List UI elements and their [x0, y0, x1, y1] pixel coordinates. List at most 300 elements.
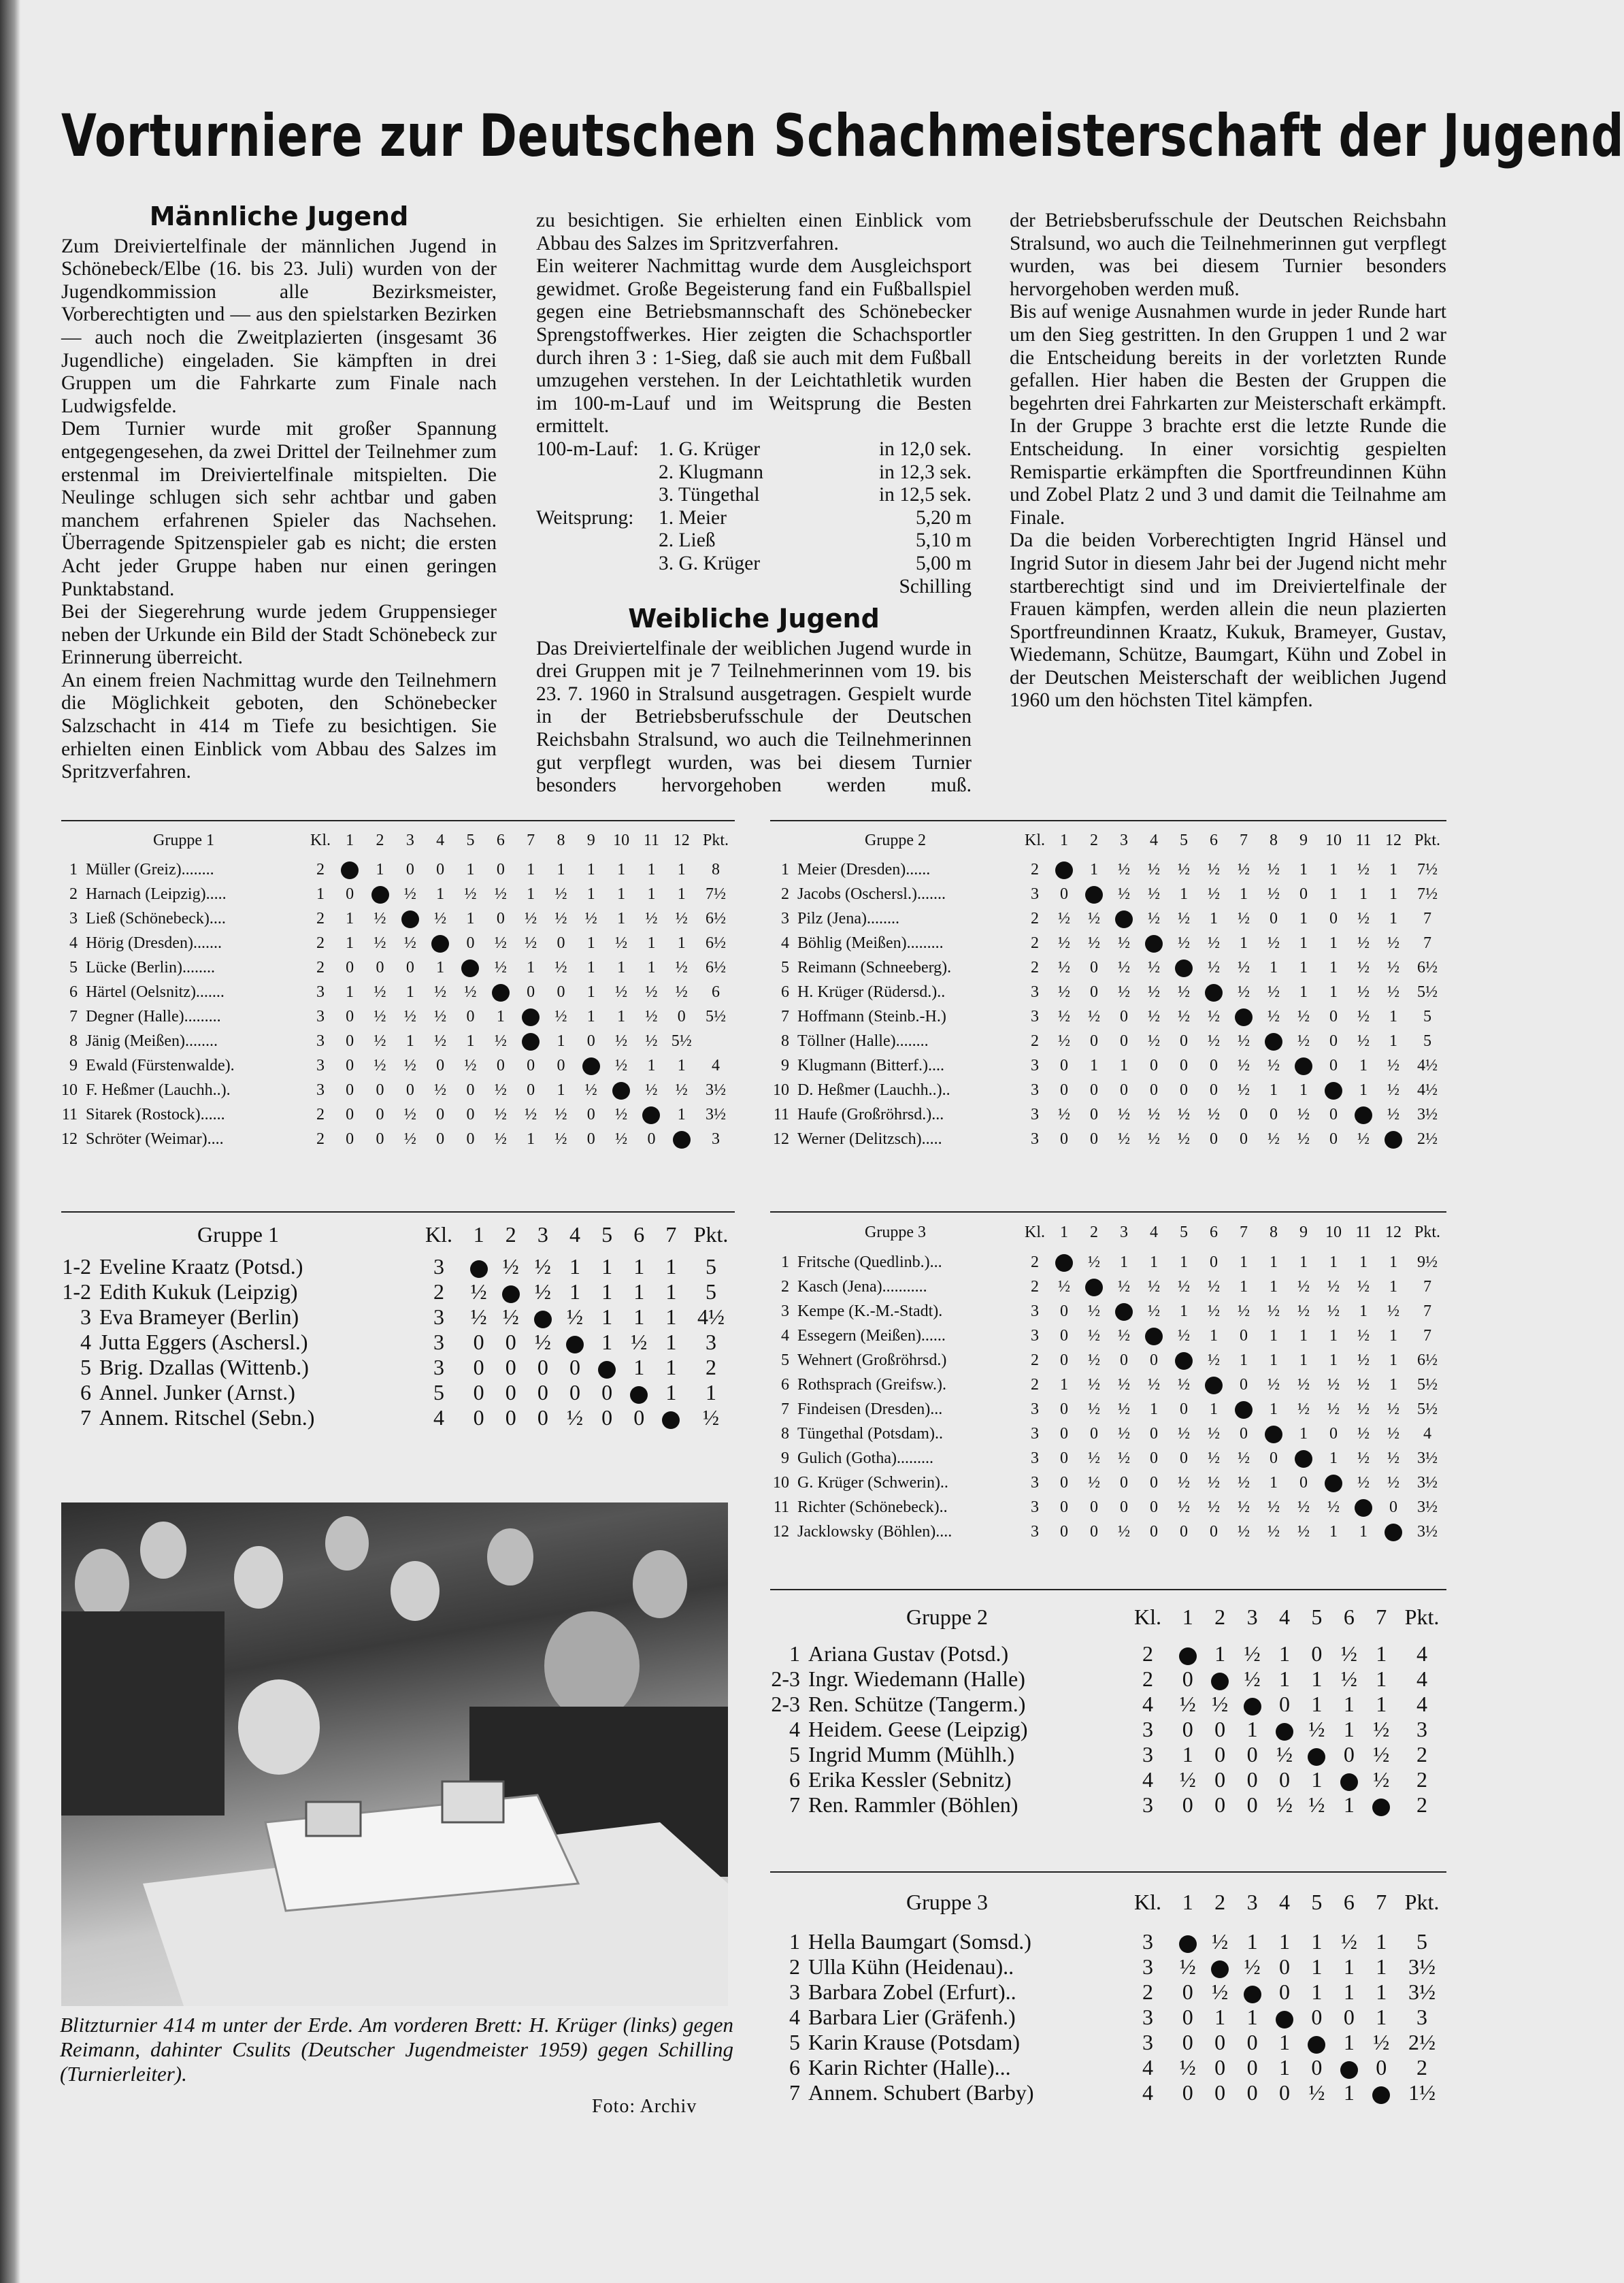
- table-row: [770, 882, 1446, 906]
- score-cell: [1236, 1692, 1268, 1717]
- points-cell: 4: [1416, 1666, 1427, 1691]
- score-cell: ½: [1387, 1056, 1399, 1074]
- self-cell-dot: [1372, 2086, 1390, 2104]
- class-cell: 2: [1031, 1375, 1039, 1394]
- score-cell: ½: [1148, 983, 1160, 1001]
- score-cell: 0: [1180, 1400, 1188, 1418]
- paragraph: zu besichtigen. Sie erhielten einen Einblick vom Abbau des Salzes im Spritzverfahren.: [536, 210, 972, 254]
- score-cell: ½: [464, 983, 477, 1001]
- score-cell: ½: [1357, 983, 1370, 1001]
- player-name-cell: Ren. Rammler (Böhlen): [808, 1792, 1018, 1817]
- score-cell: 0: [1150, 1351, 1158, 1369]
- score-cell: [425, 931, 455, 955]
- self-cell-dot: [1235, 1008, 1253, 1026]
- score-cell: ½: [645, 909, 658, 927]
- paragraph: Bei der Siegerehrung wurde jedem Gruppensieger neben der Urkunde ein Bild der Stadt Schönebeck zur Erinnerung überreicht.: [61, 601, 497, 669]
- score-cell: ½: [494, 1081, 507, 1099]
- score-cell: 0: [633, 1405, 645, 1430]
- score-cell: ½: [1238, 1056, 1250, 1074]
- score-cell: 1: [647, 885, 656, 903]
- class-cell: 2: [1031, 909, 1039, 927]
- score-cell: 1: [1278, 1666, 1290, 1691]
- score-cell: 0: [1182, 1980, 1193, 2004]
- points-cell: 5: [705, 1254, 716, 1279]
- score-cell: 0: [436, 1130, 445, 1148]
- score-cell: ½: [1267, 1056, 1280, 1074]
- self-cell-dot: [630, 1386, 648, 1404]
- score-cell: 0: [346, 1081, 354, 1099]
- score-cell: [1079, 1275, 1109, 1299]
- column-header: 3: [1246, 1604, 1258, 1629]
- player-name-cell: Harnach (Leipzig).....: [86, 885, 227, 903]
- score-cell: 1: [647, 958, 656, 976]
- score-cell: ½: [1088, 1253, 1100, 1271]
- table-row: [61, 1053, 735, 1078]
- place-cell: 1: [69, 860, 78, 878]
- score-cell: 0: [505, 1330, 516, 1354]
- score-cell: ½: [1088, 1326, 1100, 1345]
- score-cell: 0: [1214, 2080, 1226, 2105]
- column-header: 10: [1325, 831, 1342, 849]
- score-cell: ½: [374, 983, 386, 1001]
- score-cell: 0: [1240, 1130, 1248, 1148]
- score-cell: 0: [1270, 909, 1278, 927]
- column-header: 7: [1240, 831, 1248, 849]
- score-cell: 1: [1311, 1954, 1323, 1979]
- place-cell: 3: [69, 909, 78, 927]
- score-cell: 1: [665, 1254, 677, 1279]
- result-value: in 12,3 sek.: [878, 461, 972, 483]
- table-row: [770, 1275, 1446, 1299]
- score-cell: 0: [1180, 1449, 1188, 1467]
- score-cell: 0: [1060, 885, 1068, 903]
- score-cell: 1: [1240, 934, 1248, 952]
- table-row: [770, 1641, 1446, 1666]
- score-cell: 0: [1246, 1742, 1258, 1767]
- score-cell: [1049, 1250, 1079, 1275]
- score-cell: 1: [436, 885, 445, 903]
- score-cell: 0: [466, 1105, 475, 1123]
- table-row: [61, 1029, 735, 1053]
- score-cell: 1: [1376, 1980, 1387, 2004]
- score-cell: 1: [346, 934, 354, 952]
- score-cell: ½: [403, 1056, 416, 1074]
- class-cell: 2: [316, 909, 325, 927]
- class-cell: 2: [1031, 958, 1039, 976]
- score-cell: 0: [1090, 1032, 1098, 1050]
- score-cell: 1: [1214, 2005, 1226, 2029]
- score-cell: 0: [346, 958, 354, 976]
- score-cell: ½: [464, 1056, 477, 1074]
- score-cell: ½: [1148, 909, 1160, 927]
- class-cell: 5: [433, 1380, 444, 1405]
- score-cell: 0: [1214, 1767, 1226, 1792]
- score-cell: 1: [346, 909, 354, 927]
- table-row: [770, 1692, 1446, 1717]
- score-cell: ½: [554, 958, 567, 976]
- score-cell: ½: [584, 1081, 597, 1099]
- place-cell: 12: [61, 1130, 78, 1148]
- place-cell: 7: [781, 1007, 789, 1025]
- table-row: [770, 2080, 1446, 2105]
- score-cell: ½: [494, 885, 507, 903]
- score-cell: 0: [557, 1056, 565, 1074]
- score-cell: 1: [1329, 885, 1338, 903]
- score-cell: 0: [346, 1056, 354, 1074]
- place-cell: 10: [773, 1473, 789, 1492]
- score-cell: 1: [1343, 1980, 1355, 2004]
- column-header: 5: [1311, 1889, 1323, 1914]
- player-name-cell: Annem. Schubert (Barby): [808, 2080, 1034, 2105]
- points-cell: 5: [1416, 1929, 1427, 1954]
- result-place: 2. Klugmann: [659, 461, 764, 483]
- paragraph: Bis auf wenige Ausnahmen wurde in jeder Runde hart um den Sieg gestritten. In den Gruppen 1 und 2 war die Entscheidung bereits in der vorletzten Runde gefallen. Hier haben die Besten der Gruppen die begehrten drei Fahrkarten zur Meisterschaft erkämpft. In der Gruppe 3 brachte erst die letzte Runde die Entscheidung. In einer vorsichtig gespielten Remispartie erkämpften die Sportfreundinnen Kühn und Zobel Platz 2 und 3 und damit die Teilnahme am Finale.: [1010, 301, 1446, 529]
- score-cell: 1: [1311, 1767, 1323, 1792]
- score-cell: 0: [1329, 1424, 1338, 1443]
- score-cell: ½: [464, 885, 477, 903]
- player-name-cell: Annel. Junker (Arnst.): [99, 1380, 295, 1405]
- player-name-cell: Jacobs (Oschersl.).......: [797, 885, 946, 903]
- crosstable-boys-group-2: [770, 823, 1446, 1151]
- score-cell: ½: [1357, 1424, 1370, 1443]
- class-cell: 2: [1031, 1277, 1039, 1296]
- self-cell-dot: [1308, 2036, 1325, 2054]
- score-cell: ½: [525, 909, 537, 927]
- score-cell: 0: [376, 1105, 384, 1123]
- score-cell: ½: [645, 983, 658, 1001]
- score-cell: 1: [527, 1130, 535, 1148]
- score-cell: 1: [1270, 1253, 1278, 1271]
- table-row: [770, 2055, 1446, 2080]
- table-row: [770, 1954, 1446, 1980]
- place-cell: 4: [80, 1330, 91, 1354]
- tournament-photo: [61, 1502, 728, 2006]
- score-cell: 1: [1090, 1056, 1098, 1074]
- class-cell: 3: [1031, 1105, 1039, 1123]
- place-cell: 10: [61, 1081, 78, 1099]
- score-cell: ½: [1118, 1400, 1130, 1418]
- points-cell: 7: [1423, 934, 1431, 952]
- score-cell: ½: [470, 1279, 487, 1304]
- score-cell: 0: [1389, 1498, 1397, 1516]
- score-cell: ½: [1238, 958, 1250, 976]
- score-cell: 1: [633, 1355, 645, 1379]
- score-cell: ½: [1238, 1081, 1250, 1099]
- score-cell: ½: [1118, 1130, 1130, 1148]
- self-cell-dot: [1276, 1723, 1293, 1741]
- self-cell-dot: [1276, 2011, 1293, 2029]
- score-cell: ½: [554, 909, 567, 927]
- score-cell: 1: [1270, 1400, 1278, 1418]
- column-header: 6: [1343, 1889, 1355, 1914]
- score-cell: 0: [1060, 1351, 1068, 1369]
- score-cell: 0: [1090, 1081, 1098, 1099]
- score-cell: ½: [1118, 860, 1130, 878]
- score-cell: 1: [1389, 1351, 1397, 1369]
- sport-results: [536, 438, 972, 598]
- score-cell: 1: [1376, 1666, 1387, 1691]
- table-row: [770, 1127, 1446, 1151]
- class-cell: 3: [1031, 885, 1039, 903]
- table-row: [770, 1324, 1446, 1348]
- score-cell: ½: [1340, 1929, 1357, 1954]
- result-place: 3. G. Krüger: [659, 552, 761, 574]
- score-cell: 0: [1182, 1666, 1193, 1691]
- score-cell: [1301, 1742, 1333, 1767]
- page-headline: Vorturniere zur Deutschen Schachmeisterschaft der Jugend: [61, 102, 1624, 170]
- player-name-cell: Barbara Lier (Gräfenh.): [808, 2005, 1016, 2029]
- score-cell: 1: [1246, 1717, 1258, 1741]
- score-cell: ½: [1118, 1375, 1130, 1394]
- column-header: 3: [537, 1221, 548, 1247]
- self-cell-dot: [502, 1285, 520, 1303]
- score-cell: ½: [1148, 1032, 1160, 1050]
- points-cell: 4: [1423, 1424, 1431, 1443]
- place-cell: 4: [789, 2005, 800, 2029]
- score-cell: [1049, 857, 1079, 882]
- score-cell: 1: [1182, 1742, 1193, 1767]
- score-cell: ½: [1208, 934, 1220, 952]
- score-cell: 0: [677, 1007, 686, 1025]
- score-cell: ½: [1244, 1641, 1261, 1666]
- score-cell: 0: [601, 1405, 613, 1430]
- score-cell: 1: [1329, 958, 1338, 976]
- score-cell: ½: [403, 885, 416, 903]
- score-cell: 0: [496, 860, 505, 878]
- player-name-cell: Barbara Zobel (Erfurt)..: [808, 1980, 1016, 2004]
- score-cell: ½: [1357, 1473, 1370, 1492]
- score-cell: ½: [434, 1081, 447, 1099]
- score-cell: 1: [346, 983, 354, 1001]
- player-name-cell: Schröter (Weimar)....: [86, 1130, 224, 1148]
- points-cell: 4½: [1417, 1056, 1438, 1074]
- self-cell-dot: [461, 959, 479, 977]
- column-header: Pkt.: [693, 1221, 729, 1247]
- score-cell: ½: [1297, 1522, 1310, 1541]
- article-column-1: [61, 201, 497, 783]
- score-cell: ½: [566, 1405, 583, 1430]
- score-cell: [1109, 906, 1139, 931]
- score-cell: 0: [1120, 1032, 1128, 1050]
- score-cell: 0: [1210, 1081, 1218, 1099]
- column-header: 8: [1270, 831, 1278, 849]
- score-cell: ½: [554, 885, 567, 903]
- score-cell: 0: [1120, 1498, 1128, 1516]
- score-cell: ½: [1208, 958, 1220, 976]
- score-cell: ½: [1297, 1130, 1310, 1148]
- score-cell: 0: [405, 1081, 414, 1099]
- self-cell-dot: [1244, 1986, 1261, 2003]
- self-cell-dot: [1295, 1450, 1312, 1468]
- points-cell: 7½: [1417, 860, 1438, 878]
- score-cell: 1: [1311, 1666, 1323, 1691]
- class-cell: 2: [1142, 1980, 1154, 2004]
- points-cell: 3½: [1408, 1954, 1436, 1979]
- score-cell: 1: [1311, 1980, 1323, 2004]
- score-cell: ½: [1088, 1473, 1100, 1492]
- score-cell: 1: [569, 1254, 580, 1279]
- place-cell: 11: [773, 1498, 789, 1516]
- result-place: 1. G. Krüger: [659, 438, 761, 460]
- class-cell: 3: [316, 1056, 325, 1074]
- score-cell: 1: [1329, 1253, 1338, 1271]
- score-cell: ½: [1179, 1692, 1196, 1716]
- column-header: 8: [557, 831, 565, 849]
- score-cell: 1: [1240, 1253, 1248, 1271]
- score-cell: 0: [1060, 1400, 1068, 1418]
- score-cell: 1: [1120, 1253, 1128, 1271]
- score-cell: ½: [1088, 1449, 1100, 1467]
- score-cell: 1: [1299, 1253, 1308, 1271]
- score-cell: ½: [1058, 1277, 1070, 1296]
- score-cell: 0: [537, 1380, 548, 1405]
- column-header: 2: [1090, 831, 1098, 849]
- points-cell: 3½: [1417, 1449, 1438, 1467]
- points-cell: ½: [702, 1405, 719, 1430]
- score-cell: 1: [1090, 860, 1098, 878]
- place-cell: 4: [781, 934, 789, 952]
- score-cell: ½: [1297, 1007, 1310, 1025]
- score-cell: 0: [1180, 1522, 1188, 1541]
- class-cell: 4: [1142, 2080, 1154, 2105]
- score-cell: ½: [1118, 934, 1130, 952]
- self-cell-dot: [534, 1311, 552, 1328]
- score-cell: ½: [1148, 1007, 1160, 1025]
- score-cell: ½: [645, 1032, 658, 1050]
- score-cell: 1: [601, 1254, 613, 1279]
- player-name-cell: Eva Brameyer (Berlin): [99, 1304, 299, 1329]
- crosstable-girls-group-3: [770, 1875, 1446, 2105]
- score-cell: 0: [569, 1380, 580, 1405]
- column-header: 4: [569, 1221, 580, 1247]
- points-cell: 1½: [1408, 2080, 1436, 2105]
- score-cell: ½: [1357, 934, 1370, 952]
- class-cell: 3: [433, 1330, 444, 1354]
- score-cell: 1: [1311, 1692, 1323, 1716]
- score-cell: 0: [1120, 1007, 1128, 1025]
- class-cell: 4: [433, 1405, 444, 1430]
- score-cell: 0: [1376, 2055, 1387, 2080]
- score-cell: ½: [1148, 885, 1160, 903]
- table-row: [770, 1078, 1446, 1102]
- score-cell: 1: [1299, 1081, 1308, 1099]
- score-cell: 0: [586, 1105, 595, 1123]
- score-cell: ½: [1297, 1032, 1310, 1050]
- column-header: 1: [473, 1221, 484, 1247]
- column-header: 6: [1210, 831, 1218, 849]
- place-cell: 1: [789, 1641, 800, 1666]
- score-cell: 1: [617, 1007, 626, 1025]
- score-cell: 1: [1180, 1253, 1188, 1271]
- score-cell: 1: [1278, 2055, 1290, 2080]
- score-cell: 0: [527, 983, 535, 1001]
- score-cell: 0: [1060, 1302, 1068, 1320]
- score-cell: [1199, 980, 1229, 1004]
- score-cell: 0: [346, 1007, 354, 1025]
- player-name-cell: Annem. Ritschel (Sebn.): [99, 1405, 315, 1430]
- points-cell: 7½: [705, 885, 726, 903]
- column-header: Pkt.: [1414, 831, 1440, 849]
- score-cell: ½: [1387, 1081, 1399, 1099]
- player-name-cell: Gulich (Gotha).........: [797, 1449, 933, 1467]
- score-cell: ½: [494, 934, 507, 952]
- score-cell: 0: [1120, 1351, 1128, 1369]
- table-row: [61, 1405, 735, 1430]
- table-row: [61, 1304, 735, 1330]
- points-cell: 3½: [1417, 1473, 1438, 1492]
- score-cell: ½: [1357, 1375, 1370, 1394]
- table-row: [61, 1078, 735, 1102]
- class-cell: 3: [433, 1304, 444, 1329]
- class-cell: 2: [1031, 860, 1039, 878]
- class-cell: 3: [1031, 1326, 1039, 1345]
- score-cell: [1378, 1127, 1408, 1151]
- score-cell: ½: [1387, 934, 1399, 952]
- points-cell: 3½: [1408, 1980, 1436, 2004]
- column-header: 4: [1278, 1889, 1290, 1914]
- score-cell: 1: [617, 885, 626, 903]
- column-header: 1: [1060, 1223, 1068, 1241]
- score-cell: ½: [1267, 1007, 1280, 1025]
- score-cell: [1229, 1004, 1259, 1029]
- place-cell: 1-2: [62, 1254, 91, 1279]
- score-cell: ½: [1267, 1375, 1280, 1394]
- score-cell: ½: [1357, 860, 1370, 878]
- score-cell: ½: [403, 1130, 416, 1148]
- table-row: [770, 1980, 1446, 2005]
- place-cell: 10: [773, 1081, 789, 1099]
- score-cell: 1: [1359, 1081, 1368, 1099]
- table-row: [61, 1102, 735, 1127]
- score-cell: 0: [1060, 1081, 1068, 1099]
- table-row: [61, 882, 735, 906]
- score-cell: 1: [647, 860, 656, 878]
- column-header: Pkt.: [1404, 1604, 1440, 1629]
- crosstable-boys-group-3: [770, 1215, 1446, 1544]
- article-column-2: [536, 210, 972, 797]
- paragraph: An einem freien Nachmittag wurde den Teilnehmern die Möglichkeit geboten, den Schönebecker Salzschacht in 414 m Tiefe zu besichtigen. Sie erhielten einen Einblick vom Abbau des Salzes im Spritzverfahren.: [61, 669, 497, 783]
- place-cell: 8: [69, 1032, 78, 1050]
- score-cell: 0: [1311, 2005, 1323, 2029]
- self-cell-dot: [401, 910, 419, 928]
- group-title: Gruppe 3: [865, 1223, 926, 1241]
- self-cell-dot: [1175, 959, 1193, 977]
- column-header: 7: [665, 1221, 677, 1247]
- player-name-cell: Findeisen (Dresden)...: [797, 1400, 943, 1418]
- column-header: 7: [527, 831, 535, 849]
- score-cell: ½: [1148, 1302, 1160, 1320]
- score-cell: ½: [1118, 958, 1130, 976]
- score-cell: 0: [1240, 1375, 1248, 1394]
- score-cell: ½: [1208, 1302, 1220, 1320]
- points-cell: 4: [711, 1056, 720, 1074]
- score-cell: ½: [1118, 983, 1130, 1001]
- player-name-cell: Härtel (Oelsnitz).......: [86, 983, 225, 1001]
- score-cell: ½: [1267, 1130, 1280, 1148]
- chess-players-photo: [61, 1502, 728, 2006]
- score-cell: ½: [1387, 983, 1399, 1001]
- table-row: [770, 1446, 1446, 1471]
- group-title: Gruppe 1: [197, 1221, 279, 1247]
- score-cell: [1259, 1029, 1289, 1053]
- place-cell: 6: [789, 2055, 800, 2080]
- score-cell: ½: [1387, 1449, 1399, 1467]
- column-header: Kl.: [1025, 1223, 1045, 1241]
- score-cell: 0: [1214, 2055, 1226, 2080]
- score-cell: ½: [1088, 934, 1100, 952]
- score-cell: 0: [1278, 1767, 1290, 1792]
- player-name-cell: Pilz (Jena)........: [797, 909, 899, 927]
